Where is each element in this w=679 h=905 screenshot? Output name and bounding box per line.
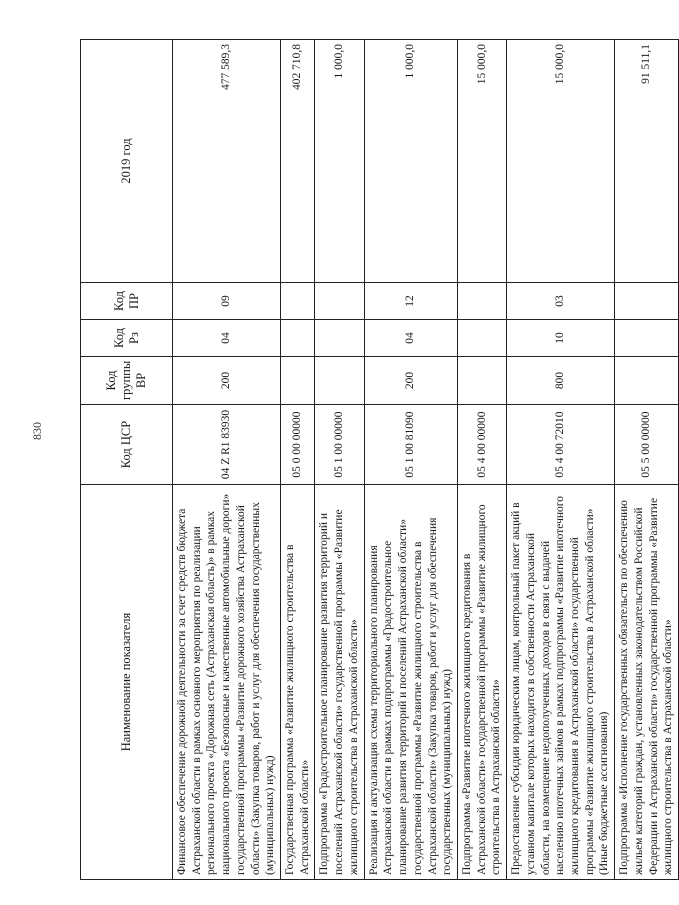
row-pr [457,283,506,320]
row-name: Подпрограмма «Развитие ипотечного жилищного кредитования в Астраханской области» государственной программы «Развитие жилищного строительства в Астраханской области» [457,485,506,880]
row-value: 15 000,0 [457,40,506,283]
table-row [173,40,281,880]
row-csr: 05 1 00 00000 [315,405,364,485]
row-value: 1 000,0 [364,40,457,283]
row-pr: 09 [173,283,281,320]
row-name: Реализация и актуализация схемы территориального планирования Астраханской области в рамках подпрограммы «Градостроительное планирование развития территорий и поселений Астраханской области» государственной программы «Развитие жилищного строительства в Астраханской области» (Закупка товаров, работ и услуг для обеспечения государственных (муниципальных) нужд) [364,485,457,880]
row-value: 477 589,3 [173,40,281,283]
row-value: 15 000,0 [507,40,615,283]
row-pr: 12 [364,283,457,320]
header-rz: Код Рз [81,320,173,357]
header-pr: Код ПР [81,283,173,320]
row-vr: 200 [364,357,457,405]
row-pr [281,283,315,320]
row-vr: 800 [507,357,615,405]
row-value: 1 000,0 [315,40,364,283]
table-row [281,40,315,880]
header-name: Наименование показателя [81,485,173,880]
header-csr: Код ЦСР [81,405,173,485]
row-rz: 04 [364,320,457,357]
row-pr: 03 [507,283,615,320]
row-name: Подпрограмма «Градостроительное планирование развития территорий и поселений Астраханской области» государственной программы «Развитие жилищного строительства в Астраханской области» [315,485,364,880]
row-pr [315,283,364,320]
row-csr: 05 0 00 00000 [281,405,315,485]
page-number: 830 [30,422,44,440]
row-rz [457,320,506,357]
row-name: Предоставление субсидии юридическим лицам, контрольный пакет акций в уставном капитале которых находится в собственности Астраханской области, на возмещение недополученных доходов в связи с выдачей населению ипотечных займов в рамках подпрограммы «Развитие ипотечного жилищного кредитования в Астраханской области» государственной программы «Развитие жилищного строительства в Астраханской области» (Иные бюджетные ассигнования) [507,485,615,880]
row-name: Подпрограмма «Исполнение государственных обязательств по обеспечению жильем категорий граждан, установленных законодательством Российской Федерации и Астраханской области» государственной программы «Развитие жилищного строительства в Астраханской области» [615,485,679,880]
table-row [315,40,364,880]
row-rz: 04 [173,320,281,357]
row-vr [615,357,679,405]
row-vr [315,357,364,405]
row-csr: 05 4 00 72010 [507,405,615,485]
row-vr [281,357,315,405]
row-rz: 10 [507,320,615,357]
row-rz [315,320,364,357]
table-row [457,40,506,880]
row-csr: 04 Z R1 83930 [173,405,281,485]
row-vr [457,357,506,405]
row-name: Финансовое обеспечение дорожной деятельности за счет средств бюджета Астраханской области в рамках основного мероприятия по реализации регионального проекта «Дорожная сеть (Астраханская область)» в рамках национального проекта «Безопасные и качественные автомобильные дороги» государственной программы «Развитие дорожного хозяйства Астраханской области» (Закупка товаров, работ и услуг для обеспечения государственных (муниципальных) нужд) [173,485,281,880]
header-vr: Код группы ВР [81,357,173,405]
row-csr: 05 1 00 81090 [364,405,457,485]
row-value: 91 511,1 [615,40,679,283]
rotated-table-container [80,40,675,880]
table-row [615,40,679,880]
table-row [507,40,615,880]
row-name: Государственная программа «Развитие жилищного строительства в Астраханской области» [281,485,315,880]
table-row [364,40,457,880]
row-vr: 200 [173,357,281,405]
row-rz [281,320,315,357]
row-rz [615,320,679,357]
header-value: 2019 год [81,40,173,283]
budget-table [80,39,679,880]
table-header-row [81,40,173,880]
row-csr: 05 4 00 00000 [457,405,506,485]
row-value: 402 710,8 [281,40,315,283]
row-csr: 05 5 00 00000 [615,405,679,485]
row-pr [615,283,679,320]
